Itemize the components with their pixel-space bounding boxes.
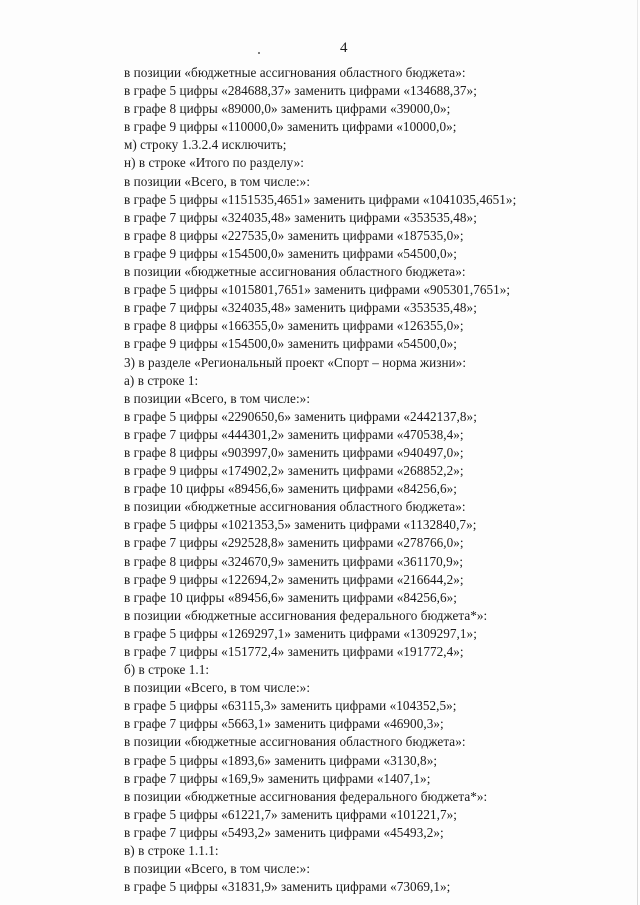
text-line: в позиции «бюджетные ассигнования областного бюджета»: [124, 65, 466, 80]
text-line: н) в строке «Итого по разделу»: [124, 155, 304, 171]
text-line: в графе 8 цифры «903997,0» заменить цифрами «940497,0»; [124, 444, 464, 460]
text-line: в позиции «бюджетные ассигнования федерального бюджета*»: [124, 607, 488, 623]
text-line: в графе 8 цифры «166355,0» заменить цифрами «126355,0»; [124, 318, 464, 334]
text-line: в позиции «Всего, в том числе:»: [124, 680, 311, 696]
text-line: в графе 5 цифры «2290650,6» заменить цифрами «2442137,8»; [124, 408, 477, 424]
scan-edge [637, 0, 638, 905]
page-number: 4 [340, 40, 348, 56]
text-line: в графе 10 цифры «89456,6» заменить цифрами «84256,6»; [124, 481, 457, 497]
text-line: в графе 5 цифры «61221,7» заменить цифрами «101221,7»; [124, 806, 457, 822]
text-line: в позиции «Всего, в том числе:»: [124, 173, 311, 189]
text-line: в графе 7 цифры «5493,2» заменить цифрами «45493,2»; [124, 824, 444, 840]
text-line: в графе 9 цифры «154500,0» заменить цифрами «54500,0»; [124, 245, 457, 261]
scan-speck [258, 52, 260, 54]
text-line: б) в строке 1.1: [124, 662, 210, 678]
text-line: в графе 7 цифры «169,9» заменить цифрами «1407,1»; [124, 770, 431, 786]
text-line: в позиции «бюджетные ассигнования областного бюджета»: [124, 734, 466, 750]
text-line: в позиции «бюджетные ассигнования областного бюджета»: [124, 264, 466, 280]
text-line: в графе 5 цифры «1893,6» заменить цифрами «3130,8»; [124, 752, 438, 768]
text-line: в графе 5 цифры «284688,37» заменить цифрами «134688,37»; [124, 83, 477, 99]
text-line: в графе 7 цифры «444301,2» заменить цифрами «470538,4»; [124, 426, 464, 442]
text-line: в графе 5 цифры «1021353,5» заменить цифрами «1132840,7»; [124, 517, 477, 533]
text-line: в графе 8 цифры «324670,9» заменить цифрами «361170,9»; [124, 553, 464, 569]
text-line: в графе 9 цифры «110000,0» заменить цифрами «10000,0»; [124, 119, 457, 135]
text-line: в графе 9 цифры «154500,0» заменить цифрами «54500,0»; [124, 336, 457, 352]
text-line: в графе 7 цифры «324035,48» заменить цифрами «353535,48»; [124, 209, 477, 225]
text-line: в графе 7 цифры «292528,8» заменить цифрами «278766,0»; [124, 535, 464, 551]
text-line: в графе 5 цифры «1151535,4651» заменить цифрами «1041035,4651»; [124, 191, 517, 207]
text-line: в графе 9 цифры «174902,2» заменить цифрами «268852,2»; [124, 463, 464, 479]
text-line: в графе 5 цифры «63115,3» заменить цифрами «104352,5»; [124, 698, 457, 714]
text-line: в) в строке 1.1.1: [124, 843, 219, 859]
text-line: в графе 5 цифры «1269297,1» заменить цифрами «1309297,1»; [124, 625, 477, 641]
text-line: в графе 7 цифры «324035,48» заменить цифрами «353535,48»; [124, 300, 477, 316]
text-line: в графе 10 цифры «89456,6» заменить цифрами «84256,6»; [124, 589, 457, 605]
text-line: в графе 8 цифры «227535,0» заменить цифрами «187535,0»; [124, 227, 464, 243]
text-line: м) строку 1.3.2.4 исключить; [124, 137, 287, 153]
document-body [124, 64, 624, 896]
text-line: в графе 5 цифры «31831,9» заменить цифрами «73069,1»; [124, 879, 451, 895]
text-line: в графе 7 цифры «151772,4» заменить цифрами «191772,4»; [124, 644, 464, 659]
text-line: в позиции «бюджетные ассигнования федерального бюджета*»: [124, 788, 488, 804]
text-line: в графе 5 цифры «1015801,7651» заменить цифрами «905301,7651»; [124, 282, 511, 298]
text-line: а) в строке 1: [124, 372, 199, 388]
text-line: в графе 9 цифры «122694,2» заменить цифрами «216644,2»; [124, 571, 464, 587]
text-line: 3) в разделе «Региональный проект «Спорт – норма жизни»: [124, 354, 467, 370]
text-line: в графе 8 цифры «89000,0» заменить цифрами «39000,0»; [124, 101, 451, 117]
text-line: в графе 7 цифры «5663,1» заменить цифрами «46900,3»; [124, 716, 444, 732]
text-line: в позиции «Всего, в том числе:»: [124, 861, 311, 877]
text-line: в позиции «Всего, в том числе:»: [124, 390, 311, 406]
text-line: в позиции «бюджетные ассигнования областного бюджета»: [124, 499, 466, 515]
